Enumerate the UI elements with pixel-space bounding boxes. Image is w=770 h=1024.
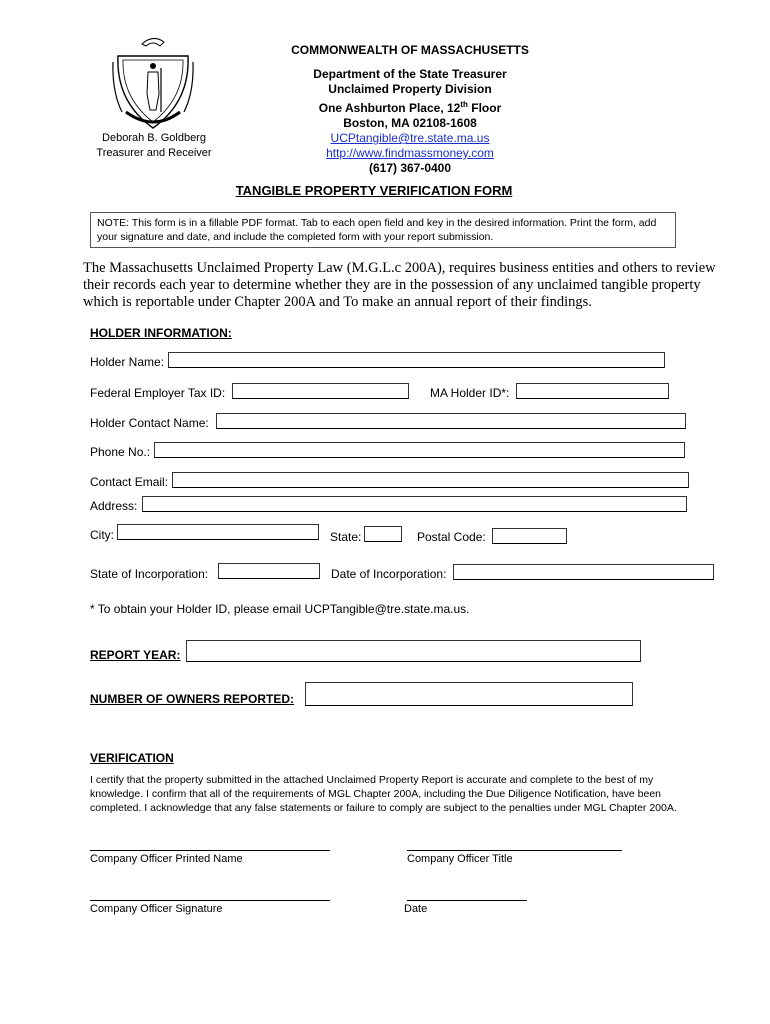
city-field[interactable]	[117, 524, 319, 540]
division-name: Unclaimed Property Division	[328, 82, 492, 96]
phone-number: (617) 367-0400	[368, 161, 452, 175]
city-label: City:	[90, 528, 114, 542]
date-incorporation-field[interactable]	[453, 564, 714, 580]
postal-code-field[interactable]	[492, 528, 567, 544]
printed-name-label: Company Officer Printed Name	[90, 853, 243, 865]
ma-holder-id-label: MA Holder ID*:	[430, 386, 510, 400]
verification-title: VERIFICATION	[90, 751, 174, 765]
official-name: Deborah B. Goldberg	[102, 132, 206, 144]
email-link[interactable]: UCPtangible@tre.state.ma.us	[330, 131, 490, 145]
contact-name-field[interactable]	[216, 413, 686, 429]
fein-label: Federal Employer Tax ID:	[90, 386, 226, 400]
report-year-field[interactable]	[186, 640, 641, 662]
verification-statement: I certify that the property submitted in the attached Unclaimed Property Report is accurate and complete to the best of my knowledge. I confirm that all of the requirements of MGL Chapter 200A, including the Due Diligence Notification, have been completed. I acknowledge that any false statements or failure to comply are subject to the penalties under MGL Chapter 200A.	[90, 774, 677, 814]
city-address: Boston, MA 02108-1608	[343, 116, 477, 130]
state-incorporation-field[interactable]	[218, 563, 320, 579]
report-year-label: REPORT YEAR:	[90, 648, 181, 662]
phone-field[interactable]	[154, 442, 685, 458]
holder-name-label: Holder Name:	[90, 355, 165, 369]
agency-block	[250, 67, 570, 176]
holder-name-field[interactable]	[168, 352, 665, 368]
department-name: Department of the State Treasurer	[313, 67, 507, 81]
printed-name-line[interactable]	[90, 850, 330, 851]
fein-field[interactable]	[232, 383, 409, 399]
state-label: State:	[330, 530, 362, 544]
website-link[interactable]: http://www.findmassmoney.com	[326, 146, 494, 160]
contact-name-label: Holder Contact Name:	[90, 416, 209, 430]
phone-label: Phone No.:	[90, 445, 151, 459]
contact-email-field[interactable]	[172, 472, 689, 488]
commonwealth-heading: COMMONWEALTH OF MASSACHUSETTS	[291, 43, 529, 57]
date-line[interactable]	[407, 900, 527, 901]
treasurer-block	[80, 131, 228, 161]
signature-label: Company Officer Signature	[90, 903, 223, 915]
state-seal	[112, 32, 194, 132]
address-field[interactable]	[142, 496, 687, 512]
officer-title-label: Company Officer Title	[407, 853, 513, 865]
state-incorporation-label: State of Incorporation:	[90, 567, 209, 581]
state-field[interactable]	[364, 526, 402, 542]
fillable-note: NOTE: This form is in a fillable PDF format. Tab to each open field and key in the desired information. Print the form, add your signature and date, and include the completed form with your report submission.	[90, 212, 676, 248]
postal-code-label: Postal Code:	[417, 530, 486, 544]
form-title: TANGIBLE PROPERTY VERIFICATION FORM	[235, 183, 513, 198]
owners-reported-field[interactable]	[305, 682, 633, 706]
intro-paragraph: The Massachusetts Unclaimed Property Law (M.G.L.c 200A), requires business entities and others to review their records each year to determine whether they are in the possession of any unclaimed tangible property which is reportable under Chapter 200A and To make an annual report of their findings.	[83, 260, 716, 310]
street-address: One Ashburton Place, 12th Floor	[318, 100, 502, 115]
email-label: Contact Email:	[90, 475, 169, 489]
holder-section-title: HOLDER INFORMATION:	[90, 326, 232, 340]
date-label: Date	[404, 903, 428, 915]
owners-reported-label: NUMBER OF OWNERS REPORTED:	[90, 692, 294, 706]
signature-line[interactable]	[90, 900, 330, 901]
date-incorporation-label: Date of Incorporation:	[331, 567, 447, 581]
address-label: Address:	[90, 499, 138, 513]
holder-id-note: * To obtain your Holder ID, please email UCPTangible@tre.state.ma.us.	[90, 602, 470, 616]
ma-holder-id-field[interactable]	[516, 383, 669, 399]
officer-title-line[interactable]	[407, 850, 622, 851]
official-title: Treasurer and Receiver	[96, 147, 212, 159]
